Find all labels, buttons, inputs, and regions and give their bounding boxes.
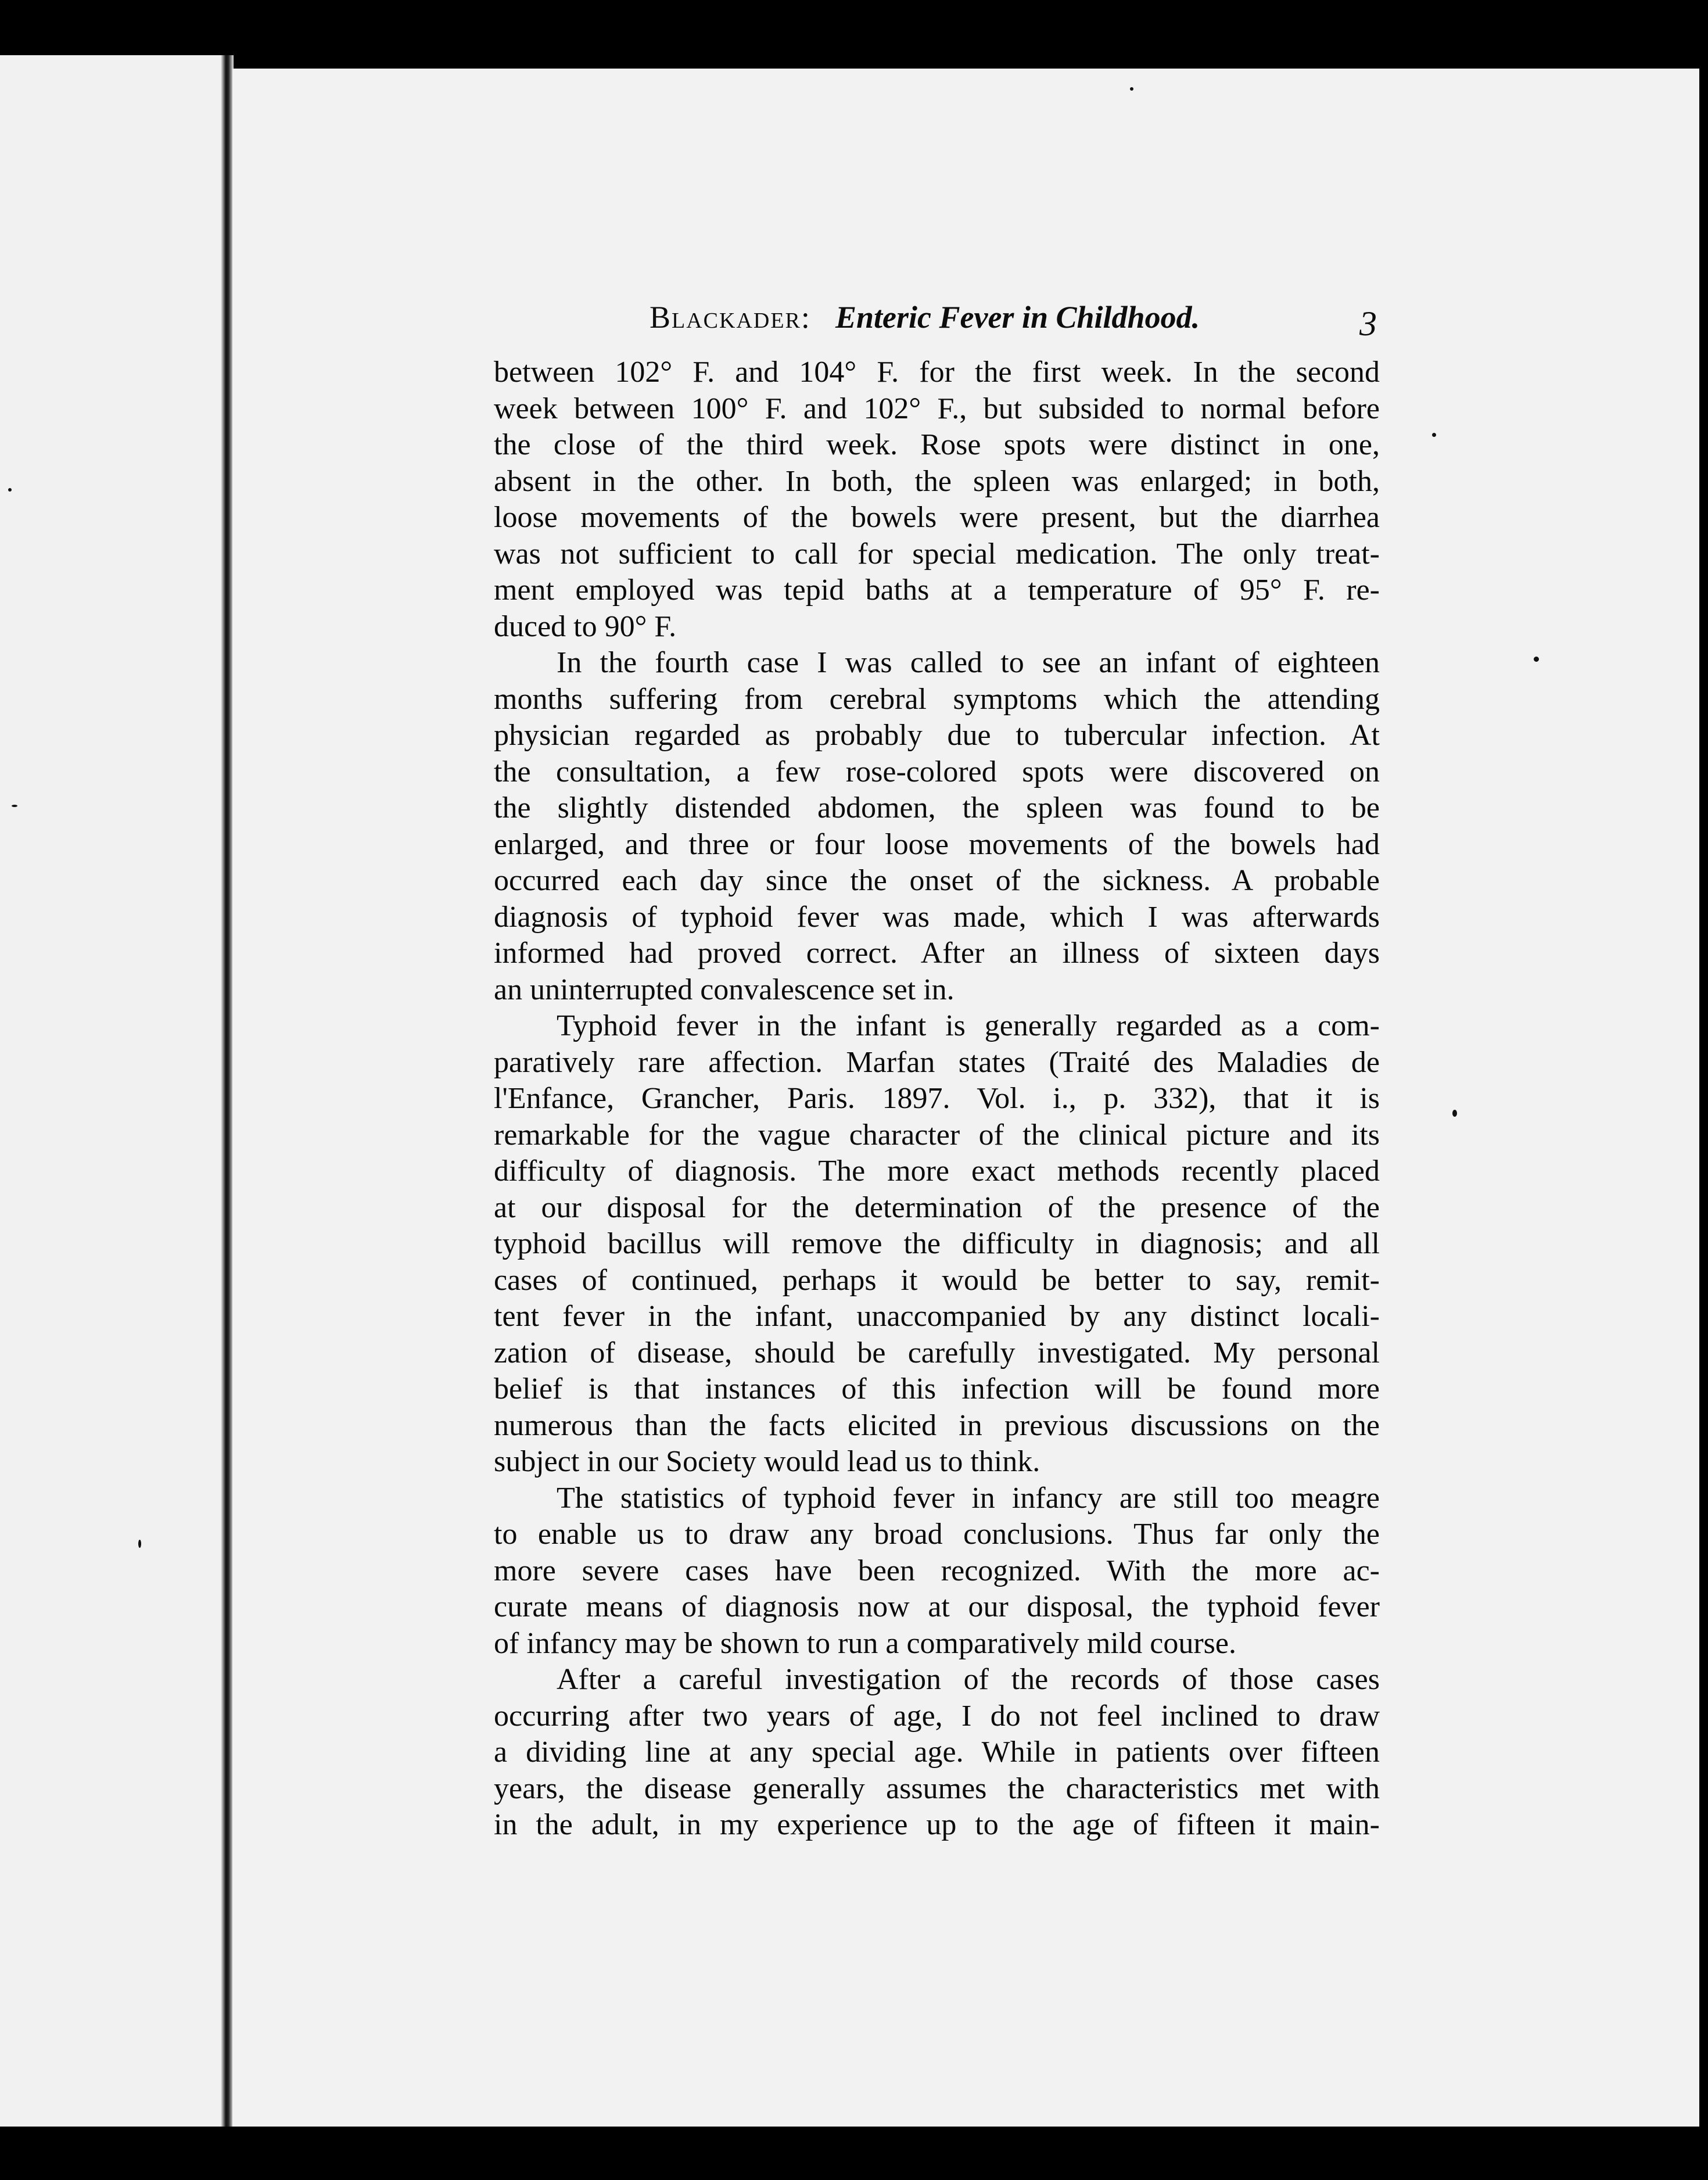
text-line: months suffering from cerebral symptoms which the attending: [494, 682, 1380, 716]
text-line: typhoid bacillus will remove the difficulty in diagnosis; and all: [494, 1227, 1380, 1260]
text-line: subject in our Society would lead us to think.: [494, 1445, 1040, 1478]
text-line: the consultation, a few rose-colored spots were discovered on: [494, 755, 1380, 788]
text-line: an uninterrupted convalescence set in.: [494, 973, 955, 1006]
text-line: remarkable for the vague character of the clinical picture and its: [494, 1118, 1380, 1152]
scan-speck: [1432, 433, 1436, 437]
text-line: belief is that instances of this infection will be found more: [494, 1372, 1380, 1405]
text-line: absent in the other. In both, the spleen was enlarged; in both,: [494, 464, 1380, 498]
header-author: Blackader:: [650, 300, 811, 335]
text-line: the slightly distended abdomen, the spleen was found to be: [494, 791, 1380, 824]
text-line: the close of the third week. Rose spots were distinct in one,: [494, 428, 1380, 461]
text-line: was not sufficient to call for special medication. The only treat-: [494, 537, 1380, 571]
text-line: between 102° F. and 104° F. for the first week. In the second: [494, 356, 1380, 389]
text-line: loose movements of the bowels were present, but the diarrhea: [494, 501, 1380, 534]
text-line: difficulty of diagnosis. The more exact methods recently placed: [494, 1154, 1380, 1188]
text-line: enlarged, and three or four loose movements of the bowels had: [494, 827, 1380, 861]
text-line: ment employed was tepid baths at a temperature of 95° F. re-: [494, 573, 1380, 607]
text-line: diagnosis of typhoid fever was made, which I was afterwards: [494, 900, 1380, 934]
left-page-edge: [0, 55, 227, 2127]
text-line: in the adult, in my experience up to the age of fifteen it main-: [494, 1808, 1380, 1841]
body-text: [494, 354, 1380, 1844]
text-line: numerous than the facts elicited in previous discussions on the: [494, 1408, 1380, 1442]
scan-speck: [12, 805, 17, 807]
running-header: [650, 293, 1383, 346]
text-line: years, the disease generally assumes the characteristics met with: [494, 1772, 1380, 1805]
text-line: more severe cases have been recognized. With the more ac-: [494, 1554, 1380, 1587]
scan-speck: [1452, 1110, 1457, 1117]
text-line: curate means of diagnosis now at our disposal, the typhoid fever: [494, 1590, 1380, 1623]
scan-speck: [8, 488, 12, 492]
text-line: of infancy may be shown to run a comparatively mild course.: [494, 1626, 1236, 1660]
text-line: zation of disease, should be carefully investigated. My personal: [494, 1336, 1380, 1369]
text-line: paratively rare affection. Marfan states (Traité des Maladies de: [494, 1045, 1380, 1079]
scan-speck: [1130, 87, 1133, 91]
text-line: occurring after two years of age, I do not feel inclined to draw: [494, 1699, 1380, 1733]
text-line: occurred each day since the onset of the sickness. A probable: [494, 864, 1380, 897]
text-line: at our disposal for the determination of the presence of the: [494, 1191, 1380, 1224]
text-line: physician regarded as probably due to tubercular infection. At: [494, 719, 1380, 752]
text-line: a dividing line at any special age. While in patients over fifteen: [494, 1736, 1380, 1769]
text-line: to enable us to draw any broad conclusions. Thus far only the: [494, 1518, 1380, 1551]
book-gutter: [221, 55, 234, 2127]
text-line: The statistics of typhoid fever in infancy are still too meagre: [557, 1481, 1380, 1515]
page-number: 3: [1359, 304, 1377, 343]
text-line: duced to 90° F.: [494, 609, 677, 643]
text-line: informed had proved correct. After an illness of sixteen days: [494, 937, 1380, 970]
header-title: Enteric Fever in Childhood.: [835, 300, 1200, 335]
text-line: Typhoid fever in the infant is generally regarded as a com-: [557, 1009, 1380, 1042]
text-line: After a careful investigation of the records of those cases: [557, 1663, 1380, 1696]
text-line: In the fourth case I was called to see an infant of eighteen: [557, 646, 1380, 679]
scan-speck: [138, 1540, 141, 1548]
text-line: tent fever in the infant, unaccompanied by any distinct locali-: [494, 1300, 1380, 1333]
text-line: week between 100° F. and 102° F., but subsided to normal before: [494, 392, 1380, 425]
text-line: l'Enfance, Grancher, Paris. 1897. Vol. i., p. 332), that it is: [494, 1082, 1380, 1115]
scan-speck: [1534, 657, 1539, 662]
text-line: cases of continued, perhaps it would be better to say, remit-: [494, 1263, 1380, 1297]
